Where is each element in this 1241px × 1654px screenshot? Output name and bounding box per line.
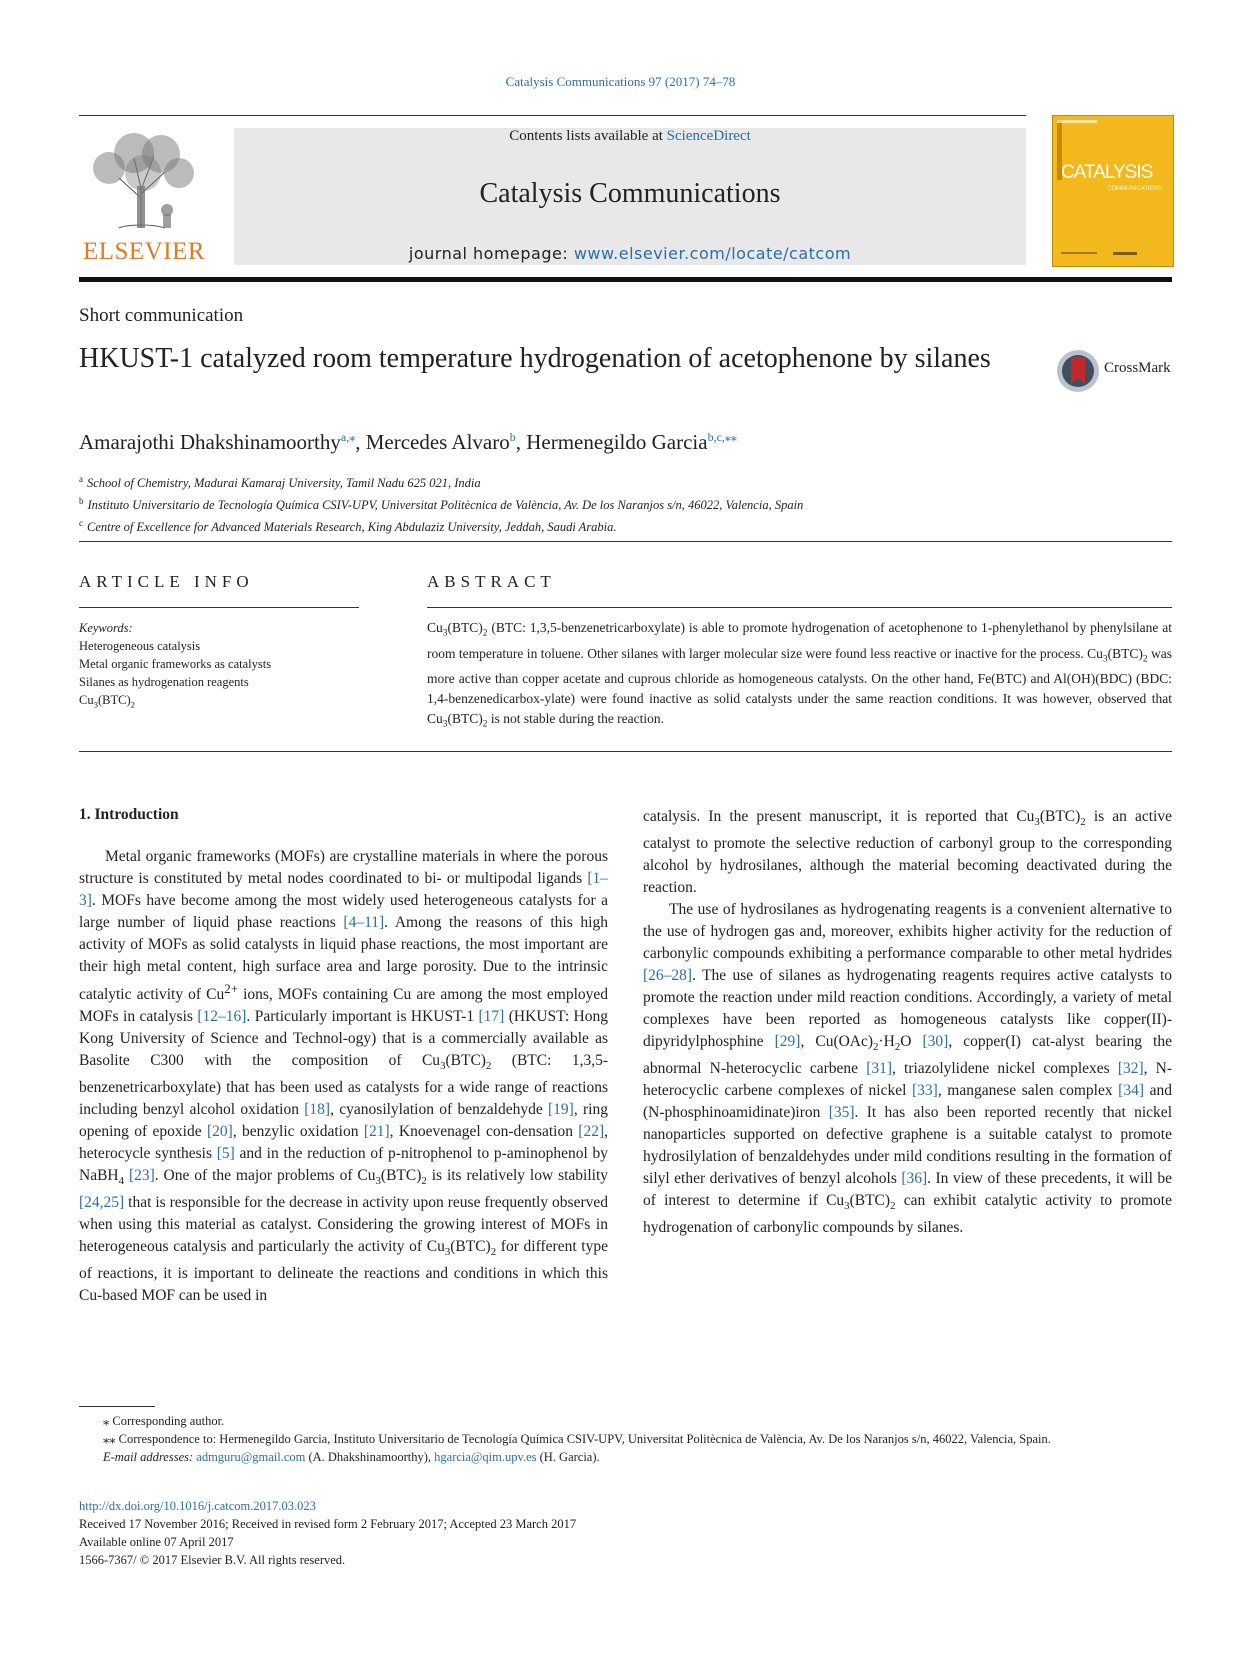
affiliation-item: $^a$ School of Chemistry, Madurai Kamaraj University, Tamil Nadu 625 021, India [79,474,481,491]
author-name[interactable]: Amarajothi Dhakshinamoorthy [79,430,341,454]
crossmark-badge[interactable] [1056,348,1174,394]
footnote-correspondence: ⁎⁎ Correspondence to: Hermenegildo Garcia, Instituto Universitario de Tecnología Química CSIV-UPV, Universitat Politècnica de València, Av. De los Naranjos s/n, 46022, Valencia, Spain. [103,1432,1051,1446]
author-separator: , [515,430,527,454]
header-top-rule [79,115,1026,116]
journal-citation[interactable]: Catalysis Communications 97 (2017) 74–78 [505,74,736,89]
journal-homepage-line: journal homepage: www.elsevier.com/locate/catcom [408,244,852,263]
footnote-emails: E-mail addresses: admguru@gmail.com (A. Dhakshinamoorthy), hgarcia@qim.upv.es (H. Garcia). [103,1450,600,1464]
body-paragraph: The use of hydrosilanes as hydrogenating reagents is a convenient alternative to the use of hydrogen gas and, moreover, exhibits higher activity for the reduction of carbonylic compounds exhibiting a performance comparable to other metal hydrides [26–28]. The use of silanes as hydrogenating reagents requires active catalysts to promote the reaction under mild reaction conditions. Accordingly, a variety of metal complexes have been reported as homogeneous catalysts like copper(II)-dipyridylphosphine [29], $Cu(OAc)_2\cdot H_2O$ [30], copper(I) cat-alyst bearing the abnormal N-heterocyclic carbene [31], triazolylidene nickel complexes [32], N-heterocyclic carbene complexes of nickel [33], manganese salen complex [34] and (N-phosphinoamidinate)iron [35]. It has also been reported recently that nickel nanoparticles supported on defective graphene is a suitable catalyst to promote hydrosilylation of benzaldehydes under mild conditions resulting in the formation of silyl ether derivatives of benzyl alcohols [36]. In view of these precedents, it will be of interest to determine if $Cu_3(BTC)_2$ can exhibit catalytic activity to promote hydrogenation of carbonylic compounds by silanes. [643,901,1173,1237]
contents-line: Contents lists available at ScienceDirect [509,128,751,144]
author-list [79,430,737,455]
abstract-heading: ABSTRACT [427,572,556,591]
author-affil-sup[interactable]: b,c,⁎⁎ [707,430,737,444]
cover-subtitle: COMMUNICATIONS [1107,186,1163,192]
keyword-item: Heterogeneous catalysis [79,639,201,653]
doi-link[interactable]: http://dx.doi.org/10.1016/j.catcom.2017.03.023 [79,1499,316,1513]
affiliation-list [79,470,803,536]
journal-cover-thumbnail[interactable] [1052,115,1174,267]
article-info-heading: ARTICLE INFO [79,572,254,591]
elsevier-logo[interactable] [79,128,209,266]
keywords-label: Keywords: [79,621,133,635]
footnote-rule [79,1406,155,1407]
keyword-item: Metal organic frameworks as catalysts [79,657,272,671]
header-bottom-rule [79,277,1172,282]
section-heading-introduction: 1. Introduction [79,806,179,823]
affiliation-item: $^c$ Centre of Excellence for Advanced Materials Research, King Abdulaziz University, Jeddah, Saudi Arabia. [79,518,617,535]
available-online: Available online 07 April 2017 [79,1535,234,1549]
email-link[interactable]: hgarcia@qim.upv.es [434,1450,537,1464]
left-column [79,846,608,1307]
divider [427,607,1172,608]
body-paragraph: Metal organic frameworks (MOFs) are crystalline materials in where the porous structure is constituted by metal nodes coordinated to bi- or multipodal ligands [1–3]. MOFs have become among the most widely used heterogeneous catalysts for a large number of liquid phase reactions [4–11]. Among the reasons of this high activity of MOFs as solid catalysts in liquid phase reactions, the most important are their high metal content, high surface area and large porosity. Due to the intrinsic catalytic activity of $Cu^{2+}$ ions, MOFs containing Cu are among the most employed MOFs in catalysis [12–16]. Particularly important is HKUST-1 [17] (HKUST: Hong Kong University of Science and Technol-ogy) that is a commercially available as Basolite C300 with the composition of $Cu_3(BTC)_2$ (BTC: 1,3,5-benzenetricarboxylate) that has been used as catalysts for a wide range of reactions including benzyl alcohol oxidation [18], cyanosilylation of benzaldehyde [19], ring opening of epoxide [20], benzylic oxidation [21], Knoevenagel con-densation [22], heterocycle synthesis [5] and in the reduction of p-nitrophenol to p-aminophenol by NaBH$_4$ [23]. One of the major problems of $Cu_3(BTC)_2$ is its relatively low stability [24,25] that is responsible for the decrease in activity upon reuse frequently observed when using this material as catalyst. Considering the growing interest of MOFs in heterogeneous catalysis and particularly the activity of $Cu_3(BTC)_2$ for different type of reactions, it is important to delineate the reactions and conditions in which this Cu-based MOF can be used in [79,848,609,1305]
affiliation-item: $^b$ Instituto Universitario de Tecnología Química CSIV-UPV, Universitat Politècnica de València, Av. De los Naranjos s/n, 46022, Valencia, Spain [79,496,804,513]
footnotes [79,1412,1172,1466]
article-type: Short communication [79,305,244,326]
abstract-text: $Cu_3(BTC)_2$ (BTC: 1,3,5-benzenetricarboxylate) is able to promote hydrogenation of acetophenone to 1-phenylethanol by phenylsilane at room temperature in toluene. Other silanes with larger molecular size were found less reactive or inactive for the process. $Cu_3(BTC)_2$ was more active than copper acetate and cuprous chloride as homogeneous catalysts. On the other hand, Fe(BTC) and Al(OH)(BDC) (BDC: 1,4-benzenedicarbox-ylate) were found inactive as solid catalysts under the same reaction conditions. It was however, observed that $Cu_3(BTC)_2$ is not stable during the reaction. [427,620,1173,731]
publication-info [79,1497,576,1569]
author-name[interactable]: Mercedes Alvaro [365,430,510,454]
keywords-block [79,619,271,714]
cover-title: CATALYSIS [1061,162,1153,183]
email-link[interactable]: admguru@gmail.com [196,1450,306,1464]
keyword-item: $Cu_3(BTC)_2$ [79,693,135,710]
sciencedirect-link[interactable]: ScienceDirect [666,128,751,144]
divider [79,541,1172,542]
copyright: 1566-7367/ © 2017 Elsevier B.V. All rights reserved. [79,1553,346,1567]
author-name[interactable]: Hermenegildo Garcia [526,430,708,454]
elsevier-wordmark: ELSEVIER [82,238,206,265]
journal-title: Catalysis Communications [479,178,781,209]
footnote-corresponding: ⁎ Corresponding author. [103,1414,225,1428]
keyword-item: Silanes as hydrogenation reagents [79,675,249,689]
author-affil-sup[interactable]: b [509,430,516,444]
crossmark-icon [1056,348,1100,394]
crossmark-label: CrossMark [1104,360,1171,376]
right-column [643,806,1172,1239]
author-separator: , [355,430,366,454]
elsevier-tree-icon [79,128,209,236]
received-dates: Received 17 November 2016; Received in revised form 2 February 2017; Accepted 23 March 2017 [79,1517,577,1531]
divider [79,751,1172,752]
author-affil-sup[interactable]: a,⁎ [340,430,356,444]
homepage-link[interactable]: www.elsevier.com/locate/catcom [573,244,852,263]
body-paragraph: catalysis. In the present manuscript, it is reported that $Cu_3(BTC)_2$ is an active catalyst to promote the selective reduction of carbonyl group to the corresponding alcohol by hydrosilanes, although the material becoming deactivated during the reaction. [643,808,1172,897]
article-title: HKUST-1 catalyzed room temperature hydrogenation of acetophenone by silanes [79,343,991,374]
divider [79,607,359,608]
